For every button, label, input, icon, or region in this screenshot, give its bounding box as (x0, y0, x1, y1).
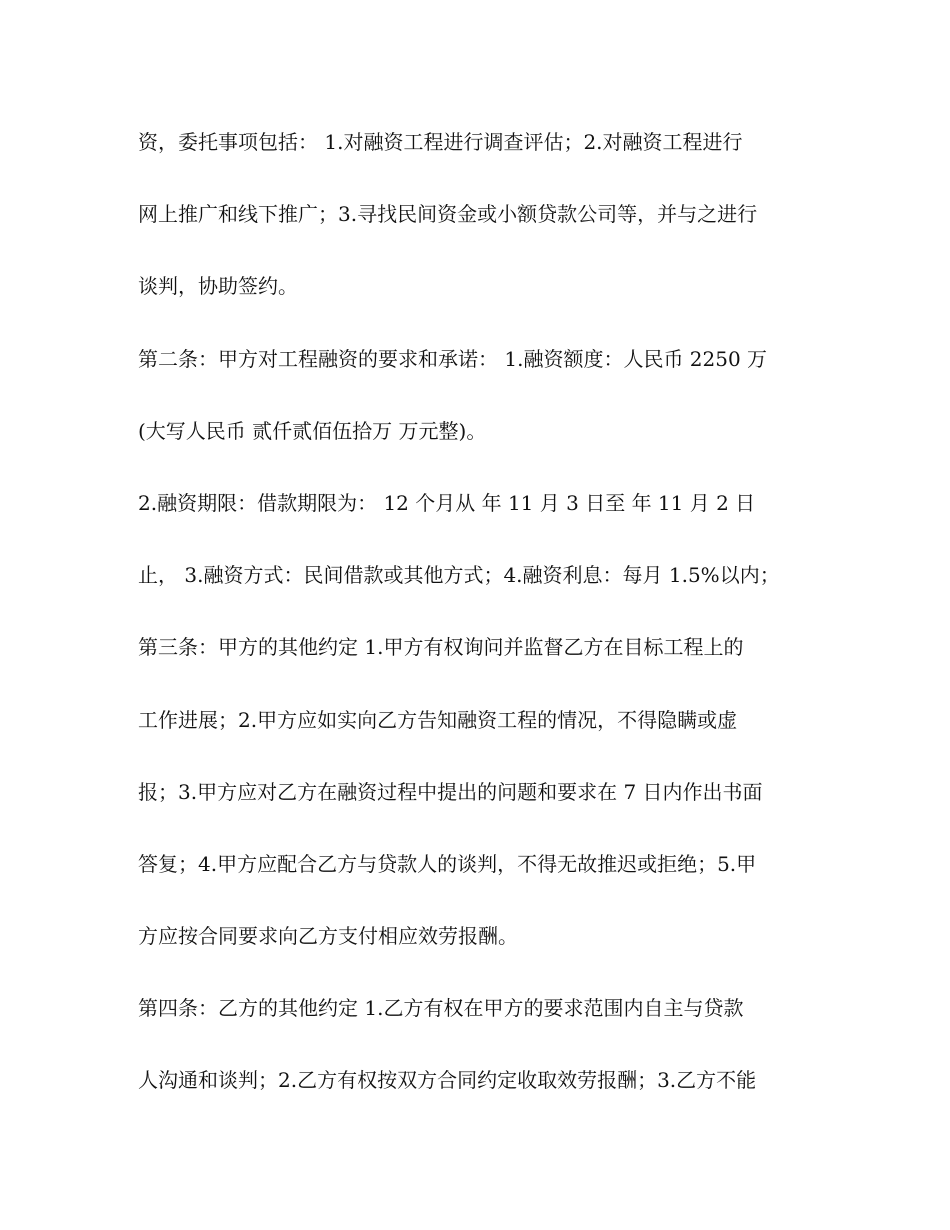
contract-body-text (138, 124, 818, 1135)
text-line-13: 第四条：乙方的其他约定 1.乙方有权在甲方的要求范围内自主与贷款 (138, 996, 744, 1021)
text-line-6: 2.融资期限：借款期限为： 12 个月从 年 11 月 3 日至 年 11 月 2 日 (138, 490, 756, 515)
text-line-12: 方应按合同要求向乙方支付相应效劳报酬。 (138, 924, 518, 949)
text-line-1: 资，委托事项包括： 1.对融资工程进行调查评估；2.对融资工程进行 (138, 130, 743, 154)
text-line-4: 第二条：甲方对工程融资的要求和承诺： 1.融资额度：人民币 2250 万 (138, 346, 768, 371)
text-line-9: 工作进展；2.甲方应如实向乙方告知融资工程的情况，不得隐瞒或虚 (138, 707, 738, 732)
text-line-3: 谈判，协助签约。 (138, 274, 298, 299)
text-line-2: 网上推广和线下推广；3.寻找民间资金或小额贷款公司等，并与之进行 (138, 202, 758, 227)
text-line-5: (大写人民币 贰仟贰佰伍拾万 万元整)。 (138, 418, 487, 443)
text-line-10: 报；3.甲方应对乙方在融资过程中提出的问题和要求在 7 日内作出书面 (138, 779, 763, 804)
text-line-11: 答复；4.甲方应配合乙方与贷款人的谈判，不得无故推迟或拒绝；5.甲 (138, 851, 757, 876)
text-line-8: 第三条：甲方的其他约定 1.甲方有权询问并监督乙方在目标工程上的 (138, 635, 744, 660)
text-line-7: 止， 3.融资方式：民间借款或其他方式；4.融资利息：每月 1.5%以内； (138, 563, 780, 588)
text-line-14: 人沟通和谈判；2.乙方有权按双方合同约定收取效劳报酬；3.乙方不能 (138, 1068, 757, 1093)
